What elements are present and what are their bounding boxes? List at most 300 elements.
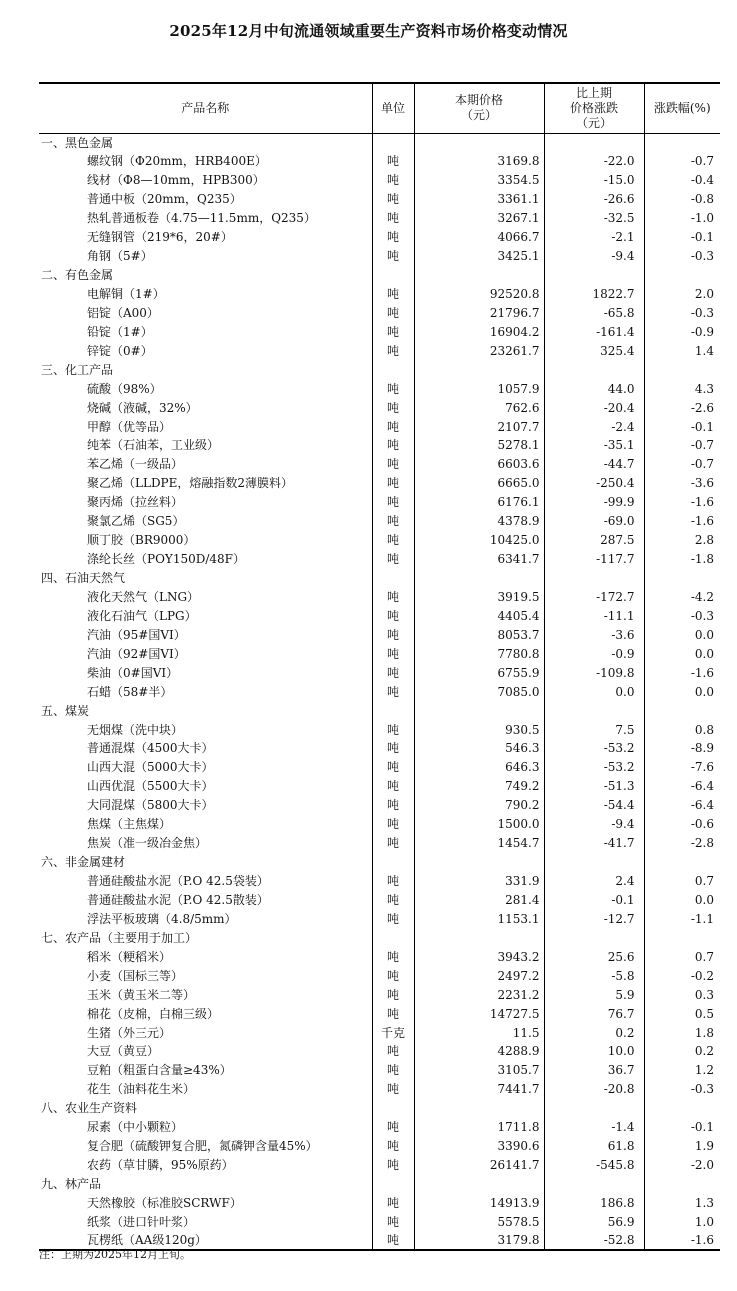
change-cell: -99.9 [544,493,644,512]
price-cell: 2231.2 [414,985,544,1004]
price-cell: 2107.7 [414,417,544,436]
percent-cell: 1.2 [644,1061,720,1080]
category-row [39,1175,720,1194]
percent-cell [644,1099,720,1118]
change-cell: 186.8 [544,1194,644,1213]
product-name-cell: 纸浆（进口针叶浆） [87,1214,196,1229]
product-name-cell: 焦煤（主焦煤） [87,817,172,832]
price-cell: 5278.1 [414,436,544,455]
percent-cell: -7.6 [644,758,720,777]
change-cell: 7.5 [544,720,644,739]
percent-cell: -0.4 [644,171,720,190]
product-name-cell: 无缝钢管（219*6，20#） [87,230,233,245]
table-row [39,720,720,739]
change-cell: -109.8 [544,663,644,682]
change-cell: 325.4 [544,341,644,360]
table-row [39,644,720,663]
percent-cell: -1.0 [644,209,720,228]
change-cell: 36.7 [544,1061,644,1080]
percent-cell: 1.3 [644,1194,720,1213]
unit-cell [372,1099,414,1118]
change-cell: -20.8 [544,1080,644,1099]
change-cell: 5.9 [544,985,644,1004]
category-row [39,701,720,720]
product-name-cell: 天然橡胶（标准胶SCRWF） [87,1195,242,1210]
unit-cell [372,853,414,872]
percent-cell: 0.0 [644,682,720,701]
table-row [39,1118,720,1137]
unit-cell: 吨 [372,1212,414,1231]
unit-cell: 吨 [372,341,414,360]
product-name-cell: 农药（草甘膦，95%原药） [87,1158,234,1173]
product-name-cell: 顺丁胶（BR9000） [87,533,196,548]
percent-cell: -2.6 [644,398,720,417]
header-product-name: 产品名称 [39,83,372,133]
percent-cell [644,928,720,947]
category-row [39,853,720,872]
unit-cell: 吨 [372,720,414,739]
table-row [39,512,720,531]
price-cell [414,1099,544,1118]
unit-cell: 吨 [372,474,414,493]
change-cell: 10.0 [544,1042,644,1061]
product-name-cell: 豆粕（粗蛋白含量≥43%） [87,1063,232,1078]
percent-cell: 0.5 [644,1004,720,1023]
table-row [39,872,720,891]
product-name-cell: 锌锭（0#） [87,343,153,358]
product-name-cell: 焦炭（准一级冶金焦） [87,836,208,851]
product-name-cell: 电解铜（1#） [87,286,165,301]
header-unit: 单位 [372,83,414,133]
percent-cell: -1.6 [644,493,720,512]
product-name-cell: 大豆（黄豆） [87,1044,160,1059]
unit-cell: 吨 [372,303,414,322]
change-cell: -161.4 [544,322,644,341]
price-cell: 3267.1 [414,209,544,228]
product-name-cell: 普通硅酸盐水泥（P.O 42.5散装） [87,892,269,907]
category-row [39,360,720,379]
percent-cell: -6.4 [644,796,720,815]
percent-cell [644,266,720,285]
product-name-cell: 石蜡（58#半） [87,684,173,699]
change-cell: -52.8 [544,1231,644,1250]
product-name-cell: 烧碱（液碱，32%） [87,400,198,415]
percent-cell: 1.0 [644,1212,720,1231]
product-name-cell: 聚丙烯（拉丝料） [87,495,184,510]
percent-cell: -0.8 [644,190,720,209]
change-cell: -15.0 [544,171,644,190]
table-row [39,190,720,209]
percent-cell: -0.7 [644,152,720,171]
price-cell: 4066.7 [414,228,544,247]
unit-cell: 吨 [372,1194,414,1213]
percent-cell [644,569,720,588]
unit-cell: 吨 [372,285,414,304]
footnote: 注：上期为2025年12月上旬。 [39,1248,191,1261]
product-name-cell: 山西优混（5500大卡） [87,779,214,794]
product-name-cell: 尿素（中小颗粒） [87,1120,184,1135]
percent-cell [644,133,720,152]
unit-cell: 吨 [372,398,414,417]
table-row [39,891,720,910]
product-name-cell: 热轧普通板卷（4.75—11.5mm，Q235） [87,211,316,226]
product-name-cell: 复合肥（硫酸钾复合肥，氮磷钾含量45%） [87,1139,318,1154]
price-cell: 1057.9 [414,379,544,398]
change-cell: -172.7 [544,588,644,607]
header-current-price: 本期价格 （元） [414,83,544,133]
table-row [39,1042,720,1061]
table-row [39,531,720,550]
unit-cell: 吨 [372,512,414,531]
table-row [39,303,720,322]
change-cell: -9.4 [544,815,644,834]
percent-cell: -0.3 [644,606,720,625]
unit-cell: 吨 [372,625,414,644]
price-cell: 3169.8 [414,152,544,171]
product-name-cell: 铝锭（A00） [87,305,159,320]
price-cell: 10425.0 [414,531,544,550]
product-name-cell: 聚氯乙烯（SG5） [87,514,185,529]
percent-cell: -4.2 [644,588,720,607]
product-name-cell: 柴油（0#国VI） [87,665,179,680]
product-name-cell: 九、林产品 [41,1177,102,1192]
change-cell: -117.7 [544,550,644,569]
unit-cell: 吨 [372,1137,414,1156]
change-cell: 287.5 [544,531,644,550]
table-row [39,834,720,853]
unit-cell [372,133,414,152]
product-name-cell: 液化天然气（LNG） [87,589,200,604]
change-cell: 61.8 [544,1137,644,1156]
unit-cell: 吨 [372,417,414,436]
product-name-cell: 二、有色金属 [41,268,114,283]
unit-cell: 吨 [372,209,414,228]
change-cell [544,1175,644,1194]
unit-cell: 吨 [372,322,414,341]
unit-cell: 吨 [372,947,414,966]
unit-cell: 吨 [372,531,414,550]
product-name-cell: 八、农业生产资料 [41,1101,138,1116]
price-cell: 1454.7 [414,834,544,853]
product-name-cell: 液化石油气（LPG） [87,608,197,623]
table-row [39,1004,720,1023]
percent-cell: -0.7 [644,455,720,474]
price-cell [414,569,544,588]
percent-cell: -1.6 [644,663,720,682]
change-cell: -51.3 [544,777,644,796]
table-row [39,398,720,417]
unit-cell: 吨 [372,436,414,455]
change-cell [544,266,644,285]
table-row [39,550,720,569]
percent-cell: 0.2 [644,1042,720,1061]
unit-cell: 吨 [372,228,414,247]
price-cell: 6755.9 [414,663,544,682]
price-cell: 92520.8 [414,285,544,304]
table-row [39,1080,720,1099]
table-row [39,739,720,758]
product-name-cell: 五、煤炭 [41,703,90,718]
percent-cell: -0.1 [644,1118,720,1137]
price-cell: 546.3 [414,739,544,758]
product-name-cell: 浮法平板玻璃（4.8/5mm） [87,911,237,926]
change-cell: -35.1 [544,436,644,455]
unit-cell: 吨 [372,644,414,663]
price-cell [414,1175,544,1194]
table-row [39,758,720,777]
product-name-cell: 一、黑色金属 [41,135,114,150]
unit-cell: 吨 [372,834,414,853]
price-cell: 16904.2 [414,322,544,341]
product-name-cell: 生猪（外三元） [87,1025,172,1040]
price-cell [414,853,544,872]
percent-cell: -0.3 [644,1080,720,1099]
product-name-cell: 聚乙烯（LLDPE，熔融指数2薄膜料） [87,476,294,491]
product-name-cell: 无烟煤（洗中块） [87,722,184,737]
product-name-cell: 七、农产品（主要用于加工） [41,930,198,945]
percent-cell: -0.3 [644,303,720,322]
price-cell: 4288.9 [414,1042,544,1061]
price-cell: 6341.7 [414,550,544,569]
unit-cell: 吨 [372,815,414,834]
percent-cell: -1.6 [644,1231,720,1250]
change-cell: 0.0 [544,682,644,701]
percent-cell: -8.9 [644,739,720,758]
price-cell: 11.5 [414,1023,544,1042]
table-row [39,436,720,455]
price-cell: 4405.4 [414,606,544,625]
change-cell: -20.4 [544,398,644,417]
price-cell: 646.3 [414,758,544,777]
table-row [39,985,720,1004]
percent-cell: 0.7 [644,872,720,891]
unit-cell: 吨 [372,1042,414,1061]
price-cell: 8053.7 [414,625,544,644]
price-cell: 5578.5 [414,1212,544,1231]
category-row [39,569,720,588]
percent-cell: -0.7 [644,436,720,455]
table-header [39,83,720,133]
unit-cell: 吨 [372,985,414,1004]
table-row [39,379,720,398]
change-cell: 0.2 [544,1023,644,1042]
unit-cell [372,360,414,379]
product-name-cell: 稻米（粳稻米） [87,949,172,964]
table-body [39,133,720,1250]
table-row [39,1194,720,1213]
price-cell: 790.2 [414,796,544,815]
category-row [39,928,720,947]
price-cell: 6665.0 [414,474,544,493]
change-cell: 1822.7 [544,285,644,304]
price-cell: 3179.8 [414,1231,544,1250]
price-cell [414,266,544,285]
change-cell: -0.9 [544,644,644,663]
unit-cell: 吨 [372,588,414,607]
unit-cell: 吨 [372,777,414,796]
product-name-cell: 花生（油料花生米） [87,1082,196,1097]
unit-cell: 千克 [372,1023,414,1042]
percent-cell: 4.3 [644,379,720,398]
percent-cell: 0.0 [644,891,720,910]
unit-cell: 吨 [372,1156,414,1175]
percent-cell: 1.4 [644,341,720,360]
unit-cell: 吨 [372,872,414,891]
percent-cell: 1.9 [644,1137,720,1156]
percent-cell: -0.6 [644,815,720,834]
change-cell: -44.7 [544,455,644,474]
price-cell: 3105.7 [414,1061,544,1080]
table-row [39,493,720,512]
change-cell [544,360,644,379]
table-row [39,455,720,474]
price-cell: 3361.1 [414,190,544,209]
unit-cell: 吨 [372,796,414,815]
price-cell: 930.5 [414,720,544,739]
table-row [39,682,720,701]
change-cell: -53.2 [544,739,644,758]
product-name-cell: 甲醇（优等品） [87,419,172,434]
unit-cell: 吨 [372,1080,414,1099]
price-cell: 3943.2 [414,947,544,966]
unit-cell: 吨 [372,1231,414,1250]
change-cell: -5.8 [544,966,644,985]
table-row [39,777,720,796]
product-name-cell: 汽油（95#国VI） [87,627,186,642]
table-row [39,474,720,493]
product-name-cell: 大同混煤（5800大卡） [87,798,214,813]
change-cell: 56.9 [544,1212,644,1231]
table-row [39,152,720,171]
table-row [39,171,720,190]
unit-cell: 吨 [372,663,414,682]
change-cell: -32.5 [544,209,644,228]
unit-cell: 吨 [372,891,414,910]
product-name-cell: 汽油（92#国VI） [87,646,186,661]
change-cell [544,569,644,588]
table-row [39,606,720,625]
price-cell: 762.6 [414,398,544,417]
percent-cell [644,1175,720,1194]
change-cell: -65.8 [544,303,644,322]
price-cell [414,701,544,720]
price-cell: 6176.1 [414,493,544,512]
percent-cell: 2.8 [644,531,720,550]
change-cell: -545.8 [544,1156,644,1175]
unit-cell: 吨 [372,190,414,209]
product-name-cell: 小麦（国标三等） [87,968,184,983]
product-name-cell: 苯乙烯（一级品） [87,457,184,472]
unit-cell: 吨 [372,606,414,625]
product-name-cell: 六、非金属建材 [41,855,126,870]
percent-cell: 2.0 [644,285,720,304]
product-name-cell: 玉米（黄玉米二等） [87,987,196,1002]
header-change-percent: 涨跌幅(%) [644,83,720,133]
price-cell: 7085.0 [414,682,544,701]
product-name-cell: 四、石油天然气 [41,571,126,586]
unit-cell: 吨 [372,550,414,569]
unit-cell: 吨 [372,682,414,701]
percent-cell: 1.8 [644,1023,720,1042]
price-cell: 1711.8 [414,1118,544,1137]
price-cell: 3390.6 [414,1137,544,1156]
percent-cell: 0.0 [644,625,720,644]
percent-cell [644,853,720,872]
change-cell [544,701,644,720]
price-cell: 331.9 [414,872,544,891]
price-cell: 281.4 [414,891,544,910]
product-name-cell: 铅锭（1#） [87,324,153,339]
change-cell: -12.7 [544,909,644,928]
percent-cell: 0.0 [644,644,720,663]
change-cell: 44.0 [544,379,644,398]
table-row [39,322,720,341]
header-price-change: 比上期 价格涨跌 （元） [544,83,644,133]
page-title: 2025年12月中旬流通领域重要生产资料市场价格变动情况 [169,22,568,40]
unit-cell: 吨 [372,758,414,777]
product-name-cell: 角钢（5#） [87,249,153,264]
table-row [39,625,720,644]
change-cell: -69.0 [544,512,644,531]
change-cell [544,853,644,872]
price-cell: 3354.5 [414,171,544,190]
price-cell: 6603.6 [414,455,544,474]
product-name-cell: 涤纶长丝（POY150D/48F） [87,552,245,567]
price-cell: 1500.0 [414,815,544,834]
table-row [39,1023,720,1042]
price-cell: 7780.8 [414,644,544,663]
percent-cell: -6.4 [644,777,720,796]
unit-cell: 吨 [372,739,414,758]
change-cell: -1.4 [544,1118,644,1137]
price-cell [414,928,544,947]
category-row [39,266,720,285]
percent-cell: 0.3 [644,985,720,1004]
product-name-cell: 普通混煤（4500大卡） [87,741,214,756]
change-cell [544,133,644,152]
unit-cell: 吨 [372,455,414,474]
change-cell: -53.2 [544,758,644,777]
change-cell: -0.1 [544,891,644,910]
price-cell: 1153.1 [414,909,544,928]
price-cell: 749.2 [414,777,544,796]
product-name-cell: 瓦楞纸（AA级120g） [39,1231,372,1250]
table-row [39,1212,720,1231]
table-row [39,796,720,815]
change-cell: -41.7 [544,834,644,853]
change-cell: -250.4 [544,474,644,493]
unit-cell [372,266,414,285]
percent-cell: -0.3 [644,247,720,266]
price-cell: 23261.7 [414,341,544,360]
change-cell: -2.4 [544,417,644,436]
unit-cell [372,569,414,588]
unit-cell: 吨 [372,1004,414,1023]
product-name-cell: 纯苯（石油苯，工业级） [87,438,220,453]
table-row [39,209,720,228]
price-cell [414,360,544,379]
unit-cell [372,928,414,947]
unit-cell: 吨 [372,493,414,512]
change-cell [544,1099,644,1118]
category-row [39,133,720,152]
percent-cell: -0.1 [644,228,720,247]
change-cell: -9.4 [544,247,644,266]
product-name-cell: 普通硅酸盐水泥（P.O 42.5袋装） [87,874,269,889]
product-name-cell: 山西大混（5000大卡） [87,760,214,775]
table-row [39,1156,720,1175]
unit-cell [372,1175,414,1194]
